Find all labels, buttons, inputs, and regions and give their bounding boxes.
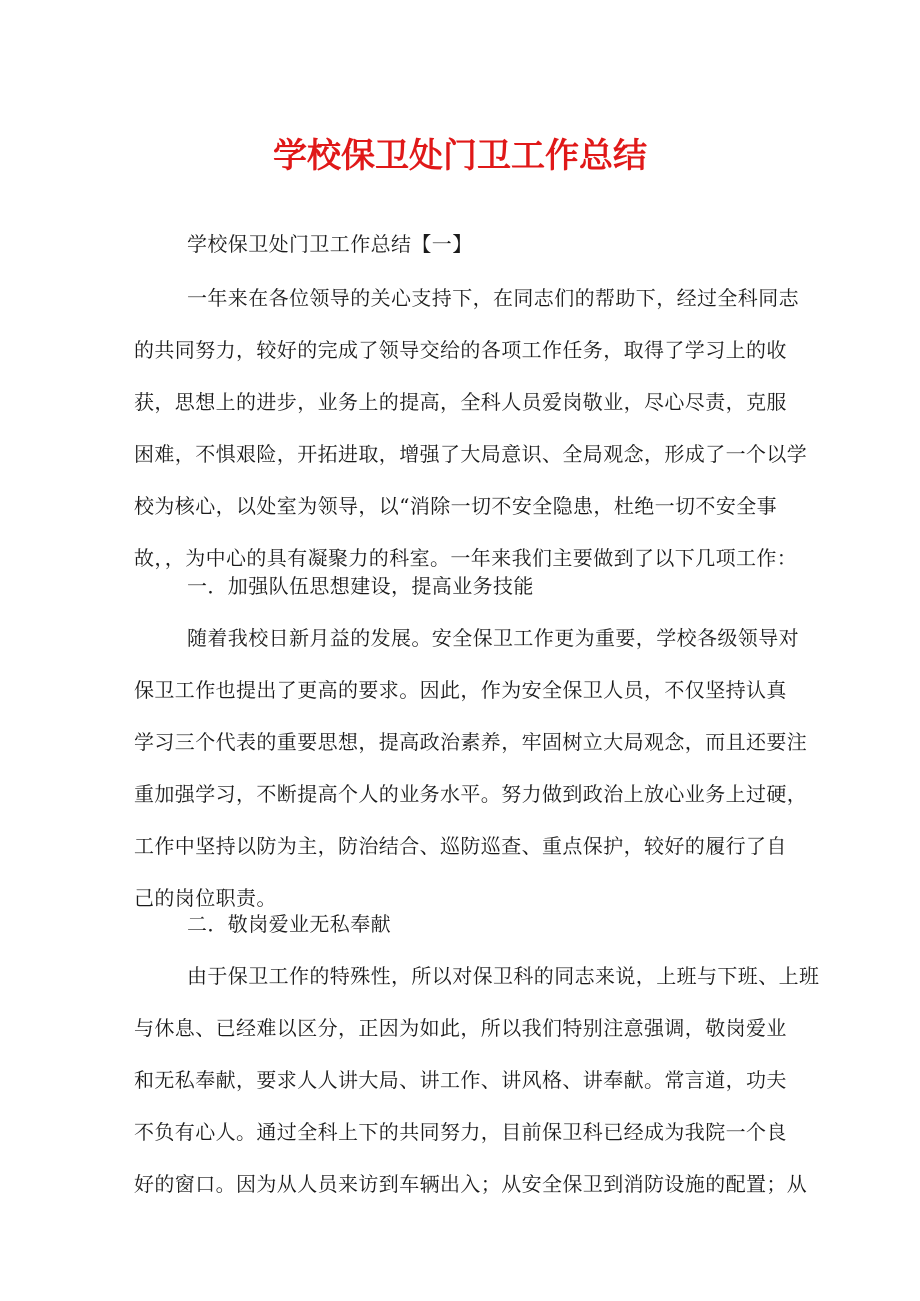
subsection-heading: 一．加强队伍思想建设，提高业务技能 [187, 574, 534, 598]
paragraph-line: 由于保卫工作的特殊性，所以对保卫科的同志来说，上班与下班、上班 [187, 964, 820, 988]
paragraph-line: 校为核心，以处室为领导，以“消除一切不安全隐患，杜绝一切不安全事 [134, 494, 778, 518]
paragraph-line: 的共同努力，较好的完成了领导交给的各项工作任务，取得了学习上的收 [134, 338, 787, 362]
paragraph-line: 困难，不惧艰险，开拓进取，增强了大局意识、全局观念，形成了一个以学 [134, 442, 808, 466]
paragraph-line: 随着我校日新月益的发展。安全保卫工作更为重要，学校各级领导对 [187, 626, 799, 650]
paragraph-line: 故，，为中心的具有凝聚力的科室。一年来我们主要做到了以下几项工作： [134, 546, 798, 570]
paragraph-line: 获，思想上的进步，业务上的提高，全科人员爱岗敬业，尽心尽责，克服 [134, 390, 787, 414]
paragraph-line: 工作中坚持以防为主，防治结合、巡防巡查、重点保护，较好的履行了自 [134, 834, 787, 858]
paragraph-line: 重加强学习，不断提高个人的业务水平。努力做到政治上放心业务上过硬， [134, 782, 808, 806]
paragraph-line: 保卫工作也提出了更高的要求。因此，作为安全保卫人员，不仅坚持认真 [134, 678, 787, 702]
subsection-heading: 二．敬岗爱业无私奉献 [187, 912, 391, 936]
document-title: 学校保卫处门卫工作总结 [273, 136, 647, 176]
paragraph-line: 一年来在各位领导的关心支持下，在同志们的帮助下，经过全科同志 [187, 286, 799, 310]
paragraph-line: 学习三个代表的重要思想，提高政治素养，牢固树立大局观念，而且还要注 [134, 730, 808, 754]
section-heading: 学校保卫处门卫工作总结【一】 [187, 232, 473, 256]
paragraph-line: 好的窗口。因为从人员来访到车辆出入；从安全保卫到消防设施的配置；从 [134, 1172, 808, 1196]
paragraph-line: 己的岗位职责。 [134, 886, 277, 910]
paragraph-line: 和无私奉献，要求人人讲大局、讲工作、讲风格、讲奉献。常言道，功夫 [134, 1068, 787, 1092]
paragraph-line: 不负有心人。通过全科上下的共同努力，目前保卫科已经成为我院一个良 [134, 1120, 787, 1144]
paragraph-line: 与休息、已经难以区分，正因为如此，所以我们特别注意强调，敬岗爱业 [134, 1016, 787, 1040]
